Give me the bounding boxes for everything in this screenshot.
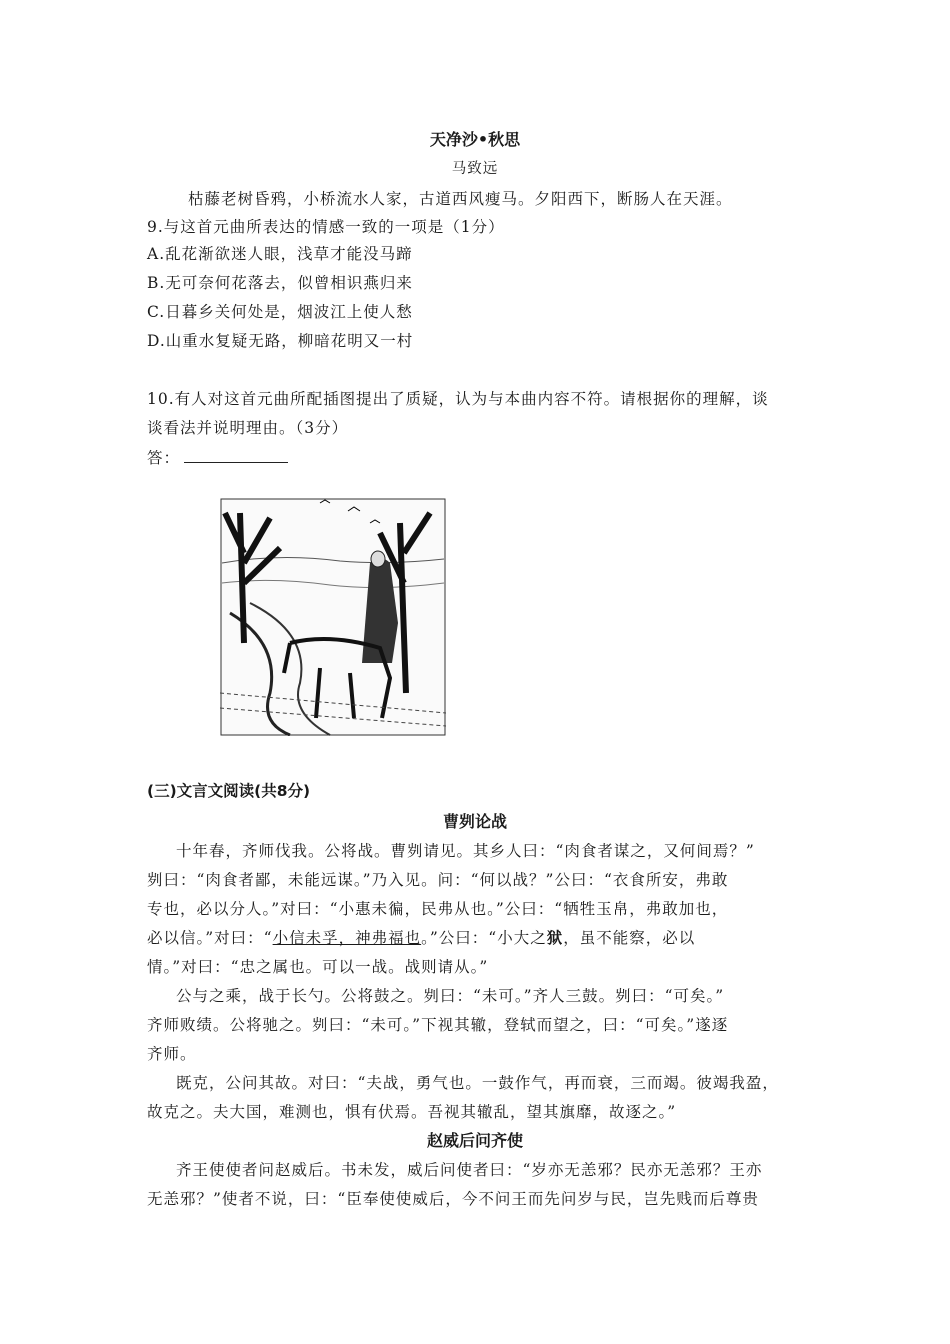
- question-9-stem: 9.与这首元曲所表达的情感一致的一项是（1分）: [147, 218, 505, 236]
- text-1-line-2: 刿曰：“肉食者鄙，未能远谋。”乃入见。问：“何以战？”公曰：“衣食所安，弗敢: [147, 871, 729, 889]
- text-1-line-5: 情。”对曰：“忠之属也。可以一战。战则请从。”: [147, 958, 489, 976]
- bold-character: 狱: [546, 928, 564, 947]
- text-2-line-1: 齐王使使者问赵威后。书未发，威后问使者曰：“岁亦无恙邪？民亦无恙邪？王亦: [176, 1161, 763, 1179]
- text-1-line-10: 故克之。夫大国，难测也，惧有伏焉。吾视其辙乱，望其旗靡，故逐之。”: [147, 1103, 677, 1121]
- question-9-option-c: C.日暮乡关何处是，烟波江上使人愁: [147, 303, 413, 321]
- text-1-line-4: [147, 926, 695, 948]
- text-1-line-1: 十年春，齐师伐我。公将战。曹刿请见。其乡人曰：“肉食者谋之，又何间焉？”: [176, 842, 755, 860]
- question-9-option-d: D.山重水复疑无路，柳暗花明又一村: [147, 332, 414, 350]
- poem-text: 枯藤老树昏鸦，小桥流水人家，古道西风瘦马。夕阳西下，断肠人在天涯。: [188, 190, 733, 208]
- text-2-line-2: 无恙邪？”使者不说，曰：“臣奉使使威后，今不问王而先问岁与民，岂先贱而后尊贵: [147, 1190, 759, 1208]
- answer-blank[interactable]: [184, 448, 288, 463]
- question-9-option-a: A.乱花渐欲迷人眼，浅草才能没马蹄: [147, 245, 413, 263]
- poem-author: 马致远: [451, 161, 499, 177]
- question-10-line-1: 10.有人对这首元曲所配插图提出了质疑，认为与本曲内容不符。请根据你的理解，谈: [147, 390, 769, 408]
- answer-label: 答：: [147, 449, 181, 467]
- question-10-line-2: 谈看法并说明理由。（3分）: [147, 419, 349, 437]
- text-1-title: 曹刿论战: [442, 812, 507, 831]
- question-10-answer: [147, 446, 288, 468]
- section-3-heading: (三)文言文阅读(共8分): [147, 782, 311, 800]
- text-1-line-8: 齐师。: [147, 1045, 197, 1063]
- text-1-line-3: 专也，必以分人。”对曰：“小惠未徧，民弗从也。”公曰：“牺牲玉帛，弗敢加也，: [147, 900, 729, 918]
- text-1-line-4-b: 。”公曰：“小大之: [421, 929, 547, 947]
- text-2-title: 赵威后问齐使: [426, 1131, 523, 1150]
- text-1-line-4-a: 必以信。”对曰：“: [147, 929, 273, 947]
- ink-illustration-icon: [220, 493, 446, 736]
- text-1-line-4-c: ，虽不能察，必以: [563, 929, 696, 947]
- text-1-line-7: 齐师败绩。公将驰之。刿曰：“未可。”下视其辙，登轼而望之，曰：“可矣。”遂逐: [147, 1016, 729, 1034]
- question-9-option-b: B.无可奈何花落去，似曾相识燕归来: [147, 274, 413, 292]
- underlined-sentence: 小信未孚，神弗福也: [272, 929, 422, 947]
- text-1-line-6: 公与之乘，战于长勺。公将鼓之。刿曰：“未可。”齐人三鼓。刿曰：“可矣。”: [176, 987, 725, 1005]
- poem-title: 天净沙•秋思: [429, 130, 521, 149]
- text-1-line-9: 既克，公问其故。对曰：“夫战，勇气也。一鼓作气，再而衰，三而竭。彼竭我盈，: [176, 1074, 779, 1092]
